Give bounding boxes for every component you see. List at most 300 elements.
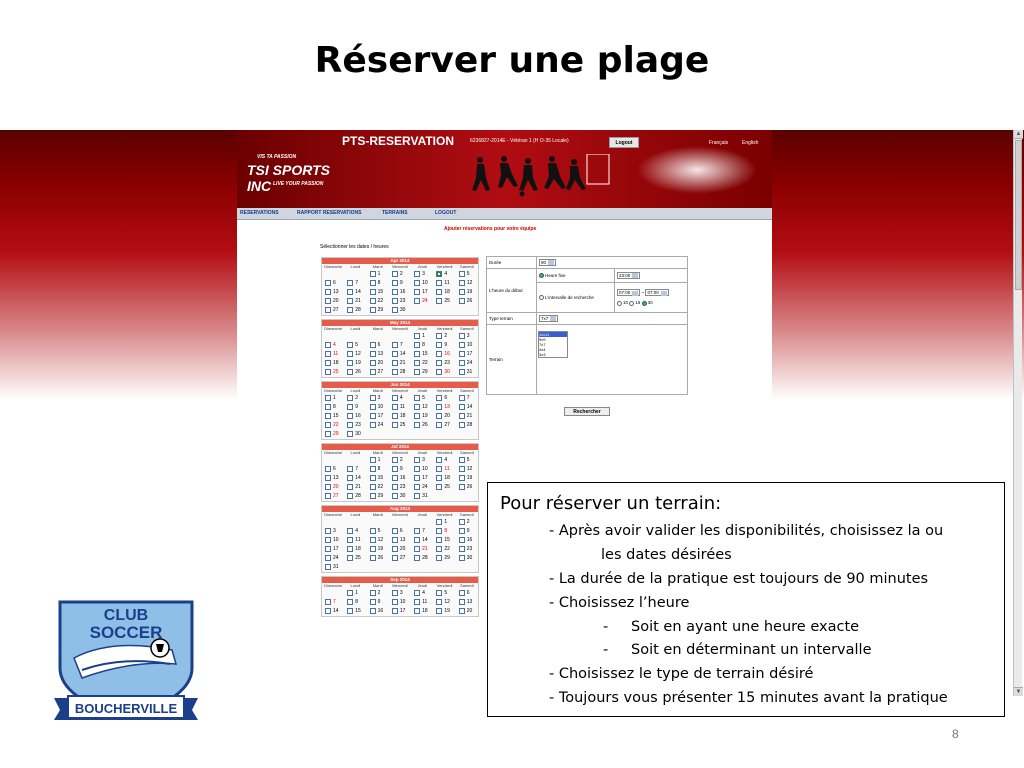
calendar-day[interactable] <box>456 483 478 492</box>
calendar-day[interactable] <box>433 518 455 527</box>
day-checkbox[interactable] <box>436 422 442 428</box>
day-checkbox[interactable] <box>370 395 376 401</box>
day-checkbox[interactable] <box>392 457 398 463</box>
calendar-day[interactable] <box>433 368 455 377</box>
calendar-day[interactable] <box>411 421 433 430</box>
calendar-day[interactable] <box>411 456 433 465</box>
day-checkbox[interactable] <box>459 280 465 286</box>
day-checkbox[interactable] <box>370 307 376 313</box>
calendar-day[interactable] <box>456 527 478 536</box>
day-checkbox[interactable] <box>414 466 420 472</box>
day-checkbox[interactable] <box>370 466 376 472</box>
calendar-day[interactable] <box>433 598 455 607</box>
day-checkbox[interactable] <box>459 457 465 463</box>
day-checkbox[interactable] <box>436 466 442 472</box>
day-checkbox[interactable] <box>370 546 376 552</box>
day-checkbox[interactable] <box>347 342 353 348</box>
day-checkbox[interactable] <box>347 599 353 605</box>
calendar-day[interactable] <box>456 350 478 359</box>
day-checkbox[interactable] <box>325 466 331 472</box>
day-checkbox[interactable] <box>459 333 465 339</box>
day-checkbox[interactable] <box>370 599 376 605</box>
calendar-day[interactable] <box>367 394 389 403</box>
day-checkbox[interactable] <box>436 608 442 614</box>
calendar-day[interactable] <box>411 368 433 377</box>
calendar-day[interactable] <box>411 341 433 350</box>
day-checkbox[interactable] <box>325 564 331 570</box>
calendar-day[interactable] <box>389 545 411 554</box>
day-checkbox[interactable] <box>325 360 331 366</box>
day-checkbox[interactable] <box>325 307 331 313</box>
day-checkbox[interactable] <box>459 519 465 525</box>
calendar-day[interactable] <box>344 536 366 545</box>
calendar-day[interactable] <box>344 288 366 297</box>
calendar-day[interactable] <box>411 483 433 492</box>
nav-rapport-reservations[interactable]: RAPPORT RESERVATIONS <box>297 210 362 216</box>
day-checkbox[interactable] <box>347 608 353 614</box>
day-checkbox[interactable] <box>325 475 331 481</box>
day-checkbox[interactable] <box>392 289 398 295</box>
day-checkbox[interactable] <box>459 360 465 366</box>
scroll-down-icon[interactable]: ▼ <box>1015 689 1022 695</box>
calendar-day[interactable] <box>344 527 366 536</box>
day-checkbox[interactable] <box>347 475 353 481</box>
calendar-day[interactable] <box>456 412 478 421</box>
calendar-day[interactable] <box>344 297 366 306</box>
day-checkbox[interactable] <box>325 546 331 552</box>
calendar-day[interactable] <box>456 545 478 554</box>
day-checkbox[interactable] <box>414 351 420 357</box>
day-checkbox[interactable] <box>392 307 398 313</box>
calendar-day[interactable] <box>322 465 344 474</box>
calendar-day[interactable] <box>433 589 455 598</box>
day-checkbox[interactable] <box>347 298 353 304</box>
calendar-day[interactable] <box>344 403 366 412</box>
day-checkbox[interactable] <box>347 466 353 472</box>
day-checkbox[interactable] <box>436 342 442 348</box>
day-checkbox[interactable] <box>325 422 331 428</box>
nav-logout[interactable]: LOGOUT <box>435 210 457 216</box>
duree-select[interactable]: 90 <box>539 259 556 266</box>
calendar-day[interactable] <box>389 288 411 297</box>
day-checkbox[interactable] <box>392 528 398 534</box>
day-checkbox[interactable] <box>325 404 331 410</box>
calendar-day[interactable] <box>411 465 433 474</box>
calendar-day[interactable] <box>433 536 455 545</box>
calendar-day[interactable] <box>322 554 344 563</box>
calendar-day[interactable] <box>322 412 344 421</box>
heure-fixe-radio[interactable] <box>539 273 544 278</box>
calendar-day[interactable] <box>367 527 389 536</box>
interval-10-radio[interactable] <box>617 301 622 306</box>
calendar-day[interactable] <box>344 394 366 403</box>
calendar-day[interactable] <box>411 332 433 341</box>
calendar-day[interactable] <box>367 350 389 359</box>
calendar-day[interactable] <box>344 465 366 474</box>
scroll-thumb[interactable] <box>1015 140 1022 290</box>
day-checkbox[interactable] <box>392 599 398 605</box>
day-checkbox[interactable] <box>347 537 353 543</box>
calendar-day[interactable] <box>433 465 455 474</box>
calendar-day[interactable] <box>367 368 389 377</box>
type-terrain-option[interactable]: 4x4 <box>539 347 546 352</box>
calendar-day[interactable] <box>411 412 433 421</box>
day-checkbox[interactable] <box>370 369 376 375</box>
day-checkbox[interactable] <box>459 422 465 428</box>
day-checkbox[interactable] <box>414 360 420 366</box>
day-checkbox[interactable] <box>392 475 398 481</box>
calendar-day[interactable] <box>389 394 411 403</box>
calendar-day[interactable] <box>411 492 433 501</box>
calendar-day[interactable] <box>411 598 433 607</box>
calendar-day[interactable] <box>456 297 478 306</box>
calendar-day[interactable] <box>367 288 389 297</box>
day-checkbox[interactable] <box>325 431 331 437</box>
calendar-day[interactable] <box>344 350 366 359</box>
calendar-day[interactable] <box>433 332 455 341</box>
calendar-day[interactable] <box>344 474 366 483</box>
day-checkbox[interactable] <box>414 475 420 481</box>
nav-terrains[interactable]: TERRAINS <box>382 210 408 216</box>
day-checkbox[interactable] <box>436 289 442 295</box>
day-checkbox[interactable] <box>325 342 331 348</box>
calendar-day[interactable] <box>367 483 389 492</box>
calendar-day[interactable] <box>389 474 411 483</box>
calendar-day[interactable] <box>411 279 433 288</box>
day-checkbox[interactable] <box>392 546 398 552</box>
day-checkbox[interactable] <box>392 360 398 366</box>
day-checkbox[interactable] <box>414 599 420 605</box>
type-terrain-select[interactable]: 7x7 <box>539 315 558 322</box>
calendar-day[interactable] <box>456 518 478 527</box>
language-english-link[interactable]: English <box>742 140 759 146</box>
day-checkbox[interactable] <box>436 369 442 375</box>
calendar-day[interactable] <box>322 545 344 554</box>
calendar-day[interactable] <box>367 306 389 315</box>
nav-reservations[interactable]: RESERVATIONS <box>240 210 279 216</box>
calendar-day[interactable] <box>322 297 344 306</box>
calendar-day[interactable] <box>389 527 411 536</box>
day-checkbox[interactable] <box>325 289 331 295</box>
day-checkbox[interactable] <box>436 546 442 552</box>
day-checkbox[interactable] <box>347 351 353 357</box>
interval-30-radio[interactable] <box>642 301 647 306</box>
calendar-day[interactable] <box>411 359 433 368</box>
calendar-day[interactable] <box>322 279 344 288</box>
day-checkbox[interactable] <box>436 413 442 419</box>
day-checkbox[interactable] <box>392 484 398 490</box>
calendar-day[interactable] <box>344 492 366 501</box>
day-checkbox[interactable] <box>459 475 465 481</box>
calendar-day[interactable] <box>389 412 411 421</box>
calendar-day[interactable] <box>367 412 389 421</box>
calendar-day[interactable] <box>367 545 389 554</box>
calendar-day[interactable] <box>367 536 389 545</box>
calendar-day[interactable] <box>389 554 411 563</box>
calendar-day[interactable] <box>322 563 344 572</box>
day-checkbox[interactable] <box>347 369 353 375</box>
calendar-day[interactable] <box>389 465 411 474</box>
calendar-day[interactable] <box>433 341 455 350</box>
day-checkbox[interactable] <box>414 528 420 534</box>
calendar-day[interactable] <box>344 421 366 430</box>
day-checkbox[interactable] <box>459 351 465 357</box>
calendar-day[interactable] <box>344 341 366 350</box>
day-checkbox[interactable] <box>459 537 465 543</box>
day-checkbox[interactable] <box>325 369 331 375</box>
interval-to-select[interactable]: 07:00 <box>645 289 668 296</box>
type-terrain-dropdown-list[interactable] <box>538 331 568 358</box>
calendar-day[interactable] <box>367 341 389 350</box>
calendar-day[interactable] <box>367 598 389 607</box>
day-checkbox[interactable] <box>392 590 398 596</box>
calendar-day[interactable] <box>389 589 411 598</box>
day-checkbox[interactable] <box>370 351 376 357</box>
day-checkbox[interactable] <box>414 484 420 490</box>
day-checkbox[interactable] <box>414 493 420 499</box>
type-terrain-option[interactable]: 11x11 <box>539 332 567 337</box>
calendar-day[interactable] <box>433 412 455 421</box>
calendar-day[interactable] <box>433 421 455 430</box>
calendar-day[interactable] <box>433 359 455 368</box>
day-checkbox[interactable] <box>325 599 331 605</box>
day-checkbox[interactable] <box>370 404 376 410</box>
calendar-day[interactable] <box>389 350 411 359</box>
calendar-day[interactable] <box>456 607 478 616</box>
scrollbar[interactable] <box>1013 130 1022 696</box>
day-checkbox[interactable] <box>459 395 465 401</box>
day-checkbox[interactable] <box>347 431 353 437</box>
calendar-day[interactable] <box>433 607 455 616</box>
calendar-day[interactable] <box>433 394 455 403</box>
day-checkbox[interactable] <box>459 271 465 277</box>
day-checkbox[interactable] <box>392 493 398 499</box>
day-checkbox[interactable] <box>414 298 420 304</box>
calendar-day[interactable] <box>322 394 344 403</box>
calendar-day[interactable] <box>411 607 433 616</box>
day-checkbox[interactable] <box>325 484 331 490</box>
calendar-day[interactable] <box>389 306 411 315</box>
calendar-day[interactable] <box>344 412 366 421</box>
calendar-day[interactable] <box>322 536 344 545</box>
day-checkbox[interactable] <box>370 280 376 286</box>
calendar-day[interactable] <box>367 589 389 598</box>
day-checkbox[interactable] <box>370 528 376 534</box>
day-checkbox[interactable] <box>459 369 465 375</box>
calendar-day[interactable] <box>322 474 344 483</box>
day-checkbox[interactable] <box>347 493 353 499</box>
calendar-day[interactable] <box>367 474 389 483</box>
calendar-day[interactable] <box>344 554 366 563</box>
calendar-day[interactable] <box>389 607 411 616</box>
calendar-day[interactable] <box>344 545 366 554</box>
calendar-day[interactable] <box>433 350 455 359</box>
day-checkbox[interactable] <box>325 351 331 357</box>
day-checkbox[interactable] <box>414 395 420 401</box>
day-checkbox[interactable] <box>436 457 442 463</box>
day-checkbox[interactable] <box>370 555 376 561</box>
day-checkbox[interactable] <box>370 360 376 366</box>
day-checkbox[interactable] <box>325 493 331 499</box>
day-checkbox[interactable] <box>370 484 376 490</box>
day-checkbox[interactable] <box>370 537 376 543</box>
calendar-day[interactable] <box>433 288 455 297</box>
day-checkbox[interactable] <box>414 422 420 428</box>
type-terrain-option[interactable]: 9x9 <box>539 337 546 342</box>
day-checkbox[interactable] <box>414 369 420 375</box>
day-checkbox[interactable] <box>414 590 420 596</box>
calendar-day[interactable] <box>322 492 344 501</box>
search-button[interactable]: Rechercher <box>564 407 610 416</box>
calendar-day[interactable] <box>456 598 478 607</box>
day-checkbox[interactable] <box>459 484 465 490</box>
day-checkbox[interactable] <box>370 422 376 428</box>
calendar-day[interactable] <box>433 483 455 492</box>
type-terrain-option[interactable]: 7x7 <box>539 342 546 347</box>
day-checkbox[interactable] <box>392 351 398 357</box>
calendar-day[interactable] <box>389 368 411 377</box>
day-checkbox[interactable] <box>414 546 420 552</box>
day-checkbox[interactable] <box>325 413 331 419</box>
calendar-day[interactable] <box>456 403 478 412</box>
day-checkbox[interactable] <box>436 280 442 286</box>
calendar-day[interactable] <box>367 359 389 368</box>
calendar-day[interactable] <box>411 589 433 598</box>
calendar-day[interactable] <box>433 554 455 563</box>
day-checkbox[interactable] <box>392 466 398 472</box>
day-checkbox[interactable] <box>325 555 331 561</box>
day-checkbox[interactable] <box>436 590 442 596</box>
intervalle-radio[interactable] <box>539 295 544 300</box>
day-checkbox[interactable] <box>392 555 398 561</box>
calendar-day[interactable] <box>389 270 411 279</box>
day-checkbox[interactable] <box>392 298 398 304</box>
day-checkbox[interactable] <box>347 422 353 428</box>
calendar-day[interactable] <box>344 430 366 439</box>
day-checkbox[interactable] <box>392 422 398 428</box>
day-checkbox[interactable] <box>392 395 398 401</box>
day-checkbox[interactable] <box>436 537 442 543</box>
calendar-day[interactable] <box>456 279 478 288</box>
calendar-day[interactable] <box>344 306 366 315</box>
day-checkbox[interactable] <box>370 289 376 295</box>
calendar-day[interactable] <box>411 554 433 563</box>
calendar-day[interactable] <box>367 492 389 501</box>
calendar-day[interactable] <box>411 350 433 359</box>
day-checkbox[interactable] <box>347 395 353 401</box>
calendar-day[interactable] <box>433 279 455 288</box>
day-checkbox[interactable] <box>347 404 353 410</box>
calendar-day[interactable] <box>367 279 389 288</box>
calendar-day[interactable] <box>322 288 344 297</box>
day-checkbox[interactable] <box>436 298 442 304</box>
calendar-day[interactable] <box>456 341 478 350</box>
calendar-day[interactable] <box>411 545 433 554</box>
day-checkbox[interactable] <box>414 404 420 410</box>
calendar-day[interactable] <box>411 394 433 403</box>
day-checkbox[interactable] <box>347 280 353 286</box>
day-checkbox[interactable] <box>436 404 442 410</box>
day-checkbox[interactable] <box>459 404 465 410</box>
calendar-day[interactable] <box>367 297 389 306</box>
day-checkbox[interactable] <box>459 298 465 304</box>
interval-from-select[interactable]: 07:00 <box>617 289 640 296</box>
calendar-day[interactable] <box>367 456 389 465</box>
day-checkbox[interactable] <box>414 333 420 339</box>
calendar-day[interactable] <box>322 527 344 536</box>
calendar-day[interactable] <box>322 359 344 368</box>
day-checkbox[interactable] <box>436 555 442 561</box>
calendar-day[interactable] <box>456 288 478 297</box>
day-checkbox[interactable] <box>347 289 353 295</box>
day-checkbox[interactable] <box>347 555 353 561</box>
day-checkbox[interactable] <box>436 271 442 277</box>
calendar-day[interactable] <box>433 270 455 279</box>
calendar-day[interactable] <box>456 456 478 465</box>
calendar-day[interactable] <box>433 474 455 483</box>
calendar-day[interactable] <box>456 589 478 598</box>
calendar-day[interactable] <box>433 456 455 465</box>
day-checkbox[interactable] <box>347 413 353 419</box>
calendar-day[interactable] <box>367 270 389 279</box>
day-checkbox[interactable] <box>459 590 465 596</box>
day-checkbox[interactable] <box>370 475 376 481</box>
day-checkbox[interactable] <box>436 519 442 525</box>
calendar-day[interactable] <box>456 270 478 279</box>
calendar-day[interactable] <box>456 359 478 368</box>
calendar-day[interactable] <box>322 341 344 350</box>
day-checkbox[interactable] <box>414 271 420 277</box>
day-checkbox[interactable] <box>459 413 465 419</box>
day-checkbox[interactable] <box>414 342 420 348</box>
day-checkbox[interactable] <box>392 342 398 348</box>
calendar-day[interactable] <box>322 350 344 359</box>
day-checkbox[interactable] <box>370 608 376 614</box>
day-checkbox[interactable] <box>325 298 331 304</box>
day-checkbox[interactable] <box>392 608 398 614</box>
calendar-day[interactable] <box>389 341 411 350</box>
calendar-day[interactable] <box>389 492 411 501</box>
calendar-day[interactable] <box>322 403 344 412</box>
calendar-day[interactable] <box>367 465 389 474</box>
day-checkbox[interactable] <box>459 466 465 472</box>
day-checkbox[interactable] <box>459 289 465 295</box>
day-checkbox[interactable] <box>370 590 376 596</box>
calendar-day[interactable] <box>411 403 433 412</box>
day-checkbox[interactable] <box>325 395 331 401</box>
day-checkbox[interactable] <box>392 537 398 543</box>
language-french-link[interactable]: Français <box>709 140 729 146</box>
calendar-day[interactable] <box>389 279 411 288</box>
day-checkbox[interactable] <box>392 271 398 277</box>
day-checkbox[interactable] <box>347 484 353 490</box>
calendar-day[interactable] <box>411 527 433 536</box>
day-checkbox[interactable] <box>325 280 331 286</box>
day-checkbox[interactable] <box>392 404 398 410</box>
day-checkbox[interactable] <box>414 555 420 561</box>
calendar-day[interactable] <box>456 554 478 563</box>
calendar-day[interactable] <box>322 421 344 430</box>
calendar-day[interactable] <box>367 607 389 616</box>
day-checkbox[interactable] <box>347 307 353 313</box>
day-checkbox[interactable] <box>459 342 465 348</box>
calendar-day[interactable] <box>322 483 344 492</box>
calendar-day[interactable] <box>344 368 366 377</box>
day-checkbox[interactable] <box>414 280 420 286</box>
calendar-day[interactable] <box>367 421 389 430</box>
calendar-day[interactable] <box>411 536 433 545</box>
day-checkbox[interactable] <box>347 528 353 534</box>
